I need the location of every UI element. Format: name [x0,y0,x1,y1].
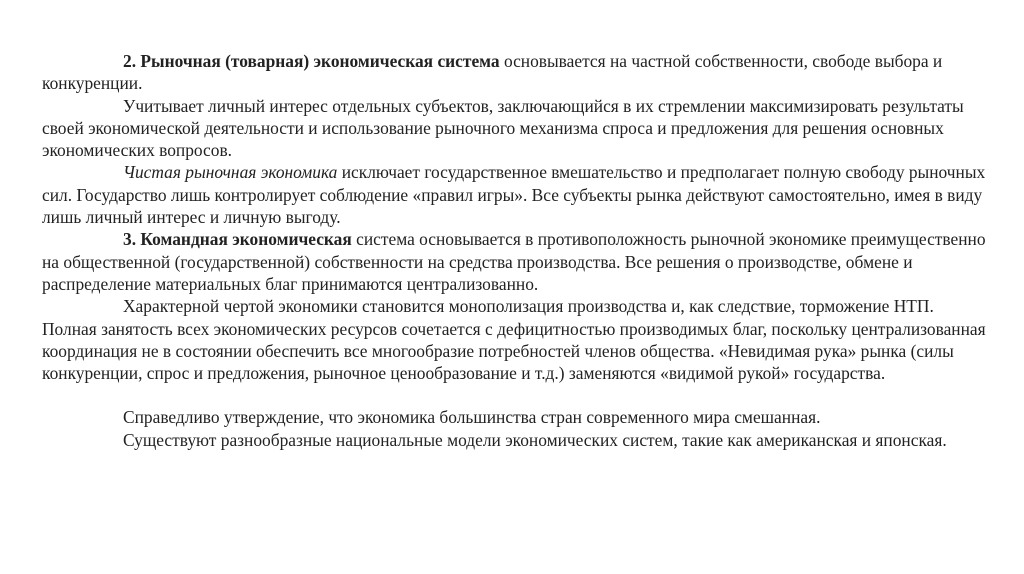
paragraph-pure-market [42,161,992,228]
pure-market-term: Чистая рыночная экономика [123,162,338,183]
paragraph-command-system [42,228,992,295]
paragraph-text: система основывается в противоположность рыночной экономике преимущественно на общественной (государственной) собственности на средства производства. Все решения о производстве, обмене и распределение материальных благ принимаются централизованно. [42,229,986,294]
paragraph-monopolization [42,295,992,384]
paragraph-text: Справедливо утверждение, что экономика большинства стран современного мира смешанная. [123,407,821,428]
command-system-heading: 3. Командная экономическая [123,229,352,250]
paragraph-personal-interest [42,95,992,162]
document-body [42,50,992,451]
paragraph-market-system [42,50,992,95]
paragraph-national-models [42,429,992,451]
paragraph-mixed-economy [42,406,992,428]
market-system-heading: 2. Рыночная (товарная) экономическая система [123,51,500,71]
paragraph-text: основывается на частной собственности, свободе выбора и конкуренции. [42,51,943,94]
paragraph-text: Характерной чертой экономики становится монополизация производства и, как следствие, торможение НТП. Полная занятость всех экономических ресурсов сочетается с дефицитностью производимых благ, поскольку централизованная координация не в состоянии обеспечить все многообразие потребностей членов общества. «Невидимая рука» рынка (силы конкуренции, спрос и предложения, рыночное ценообразование и т.д.) заменяются «видимой рукой» государства. [42,296,986,384]
paragraph-text: Учитывает личный интерес отдельных субъектов, заключающийся в их стремлении максимизировать результаты своей экономической деятельности и использование рыночного механизма спроса и предложения для решения основных экономических вопросов. [42,95,964,161]
paragraph-text: Существуют разнообразные национальные модели экономических систем, такие как американская и японская. [123,429,947,450]
paragraph-text: исключает государственное вмешательство и предполагает полную свободу рыночных сил. Государство лишь контролирует соблюдение «правил игры». Все субъекты рынка действуют самостоятельно, имея в виду лишь личный интерес и личную выгоду. [42,162,986,228]
